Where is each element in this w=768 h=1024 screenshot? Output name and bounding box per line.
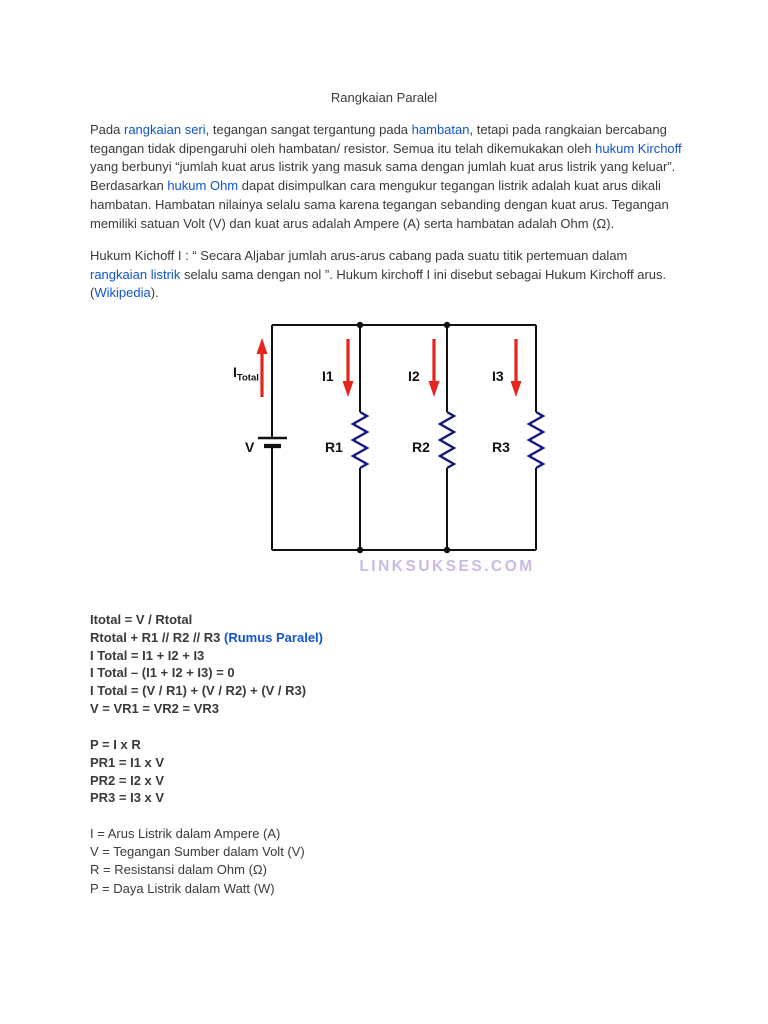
- definitions-block: [90, 825, 682, 898]
- resistor-zigzag-r3: [529, 412, 543, 468]
- circuit-wires: [272, 325, 536, 550]
- formula-line: V = VR1 = VR2 = VR3: [90, 700, 219, 716]
- resistor-zigzag-r1: [353, 412, 367, 468]
- junction-dots: [357, 322, 450, 553]
- label-current-i2: I2: [408, 368, 420, 384]
- current-arrow-total: [257, 338, 268, 397]
- formula-line: I Total = (V / R1) + (V / R2) + (V / R3): [90, 683, 307, 699]
- text-segment: dapat disimpulkan cara mengukur tegangan listrik adalah kuat arus dikali hambatan. Hambatan nilainya selalu sama karena tegangan sebanding dengan kuat arus. Tegangan memiliki satuan Volt (V) dan kuat arus adalah Ampere (A) serta hambatan adalah Ohm (Ω).: [90, 178, 669, 231]
- current-arrow-i2: [429, 339, 440, 397]
- link-rangkaian-seri[interactable]: rangkaian seri: [123, 122, 206, 137]
- text-segment: ).: [150, 285, 159, 301]
- text-segment: , tegangan sangat tergantung pada: [205, 122, 412, 137]
- label-resistor-r1: R1: [325, 439, 343, 455]
- definition-line: R = Resistansi dalam Ohm (Ω): [90, 862, 267, 878]
- label-resistor-r2: R2: [412, 439, 430, 455]
- link-hukum-kirchoff[interactable]: hukum Kirchoff: [595, 140, 682, 156]
- formula-line: PR1 = I1 x V: [90, 754, 165, 770]
- formula-block-power: [90, 736, 682, 807]
- text-segment: Hukum Kichoff I : “ Secara Aljabar jumlah arus-arus cabang pada suatu titik pertemuan dalam: [90, 248, 628, 263]
- current-arrow-i3: [511, 339, 522, 397]
- link-rangkaian-listrik[interactable]: rangkaian listrik: [90, 266, 181, 282]
- formula-line: I Total = I1 + I2 + I3: [90, 647, 205, 663]
- formula-line: P = I x R: [90, 737, 141, 752]
- formula-line: Itotal = V / Rtotal: [90, 612, 193, 627]
- formula-line: PR2 = I2 x V: [90, 772, 165, 788]
- label-current-total: $I_{Total}$: [233, 364, 259, 384]
- label-current-i1: I1: [322, 368, 334, 384]
- parallel-circuit-diagram: [225, 315, 555, 590]
- link-hambatan[interactable]: hambatan: [411, 122, 470, 137]
- definition-line: V = Tegangan Sumber dalam Volt (V): [90, 844, 305, 860]
- text-segment: , tetapi pada rangkaian bercabang tegangan tidak dipengaruhi oleh hambatan/ resistor. Semua itu telah dikemukakan oleh: [90, 122, 667, 156]
- definition-line: P = Daya Listrik dalam Watt (W): [90, 880, 275, 896]
- paragraph-kirchoff-law: [90, 247, 682, 303]
- formula-line: Rtotal + R1 // R2 // R3 (Rumus Paralel): [90, 629, 323, 645]
- battery-icon: [258, 438, 287, 446]
- paragraph-intro: [90, 121, 682, 233]
- link-rumus-paralel[interactable]: (Rumus Paralel): [224, 629, 323, 645]
- label-resistor-r3: R3: [492, 439, 510, 455]
- link-wikipedia[interactable]: Wikipedia: [94, 285, 151, 301]
- resistor-zigzag-r2: [440, 412, 454, 468]
- document-title: Rangkaian Paralel: [330, 90, 438, 105]
- current-arrow-i1: [343, 339, 354, 397]
- formula-line: PR3 = I3 x V: [90, 790, 165, 806]
- formula-line: I Total – (I1 + I2 + I3) = 0: [90, 665, 235, 681]
- link-hukum-ohm[interactable]: hukum Ohm: [167, 178, 239, 194]
- watermark-text: LINKSUKSES.COM: [359, 558, 535, 575]
- formula-block-current: [90, 611, 682, 718]
- text-segment: Pada: [90, 122, 124, 137]
- definition-line: I = Arus Listrik dalam Ampere (A): [90, 826, 281, 841]
- label-source-v: V: [245, 439, 255, 455]
- text-segment: selalu sama dengan nol ”. Hukum kirchoff I ini disebut sebagai Hukum Kirchoff arus. (: [90, 266, 667, 301]
- label-current-i3: I3: [492, 368, 504, 384]
- text-segment: yang berbunyi “jumlah kuat arus listrik yang masuk sama dengan jumlah kuat arus listrik yang keluar”. Berdasarkan: [90, 159, 676, 194]
